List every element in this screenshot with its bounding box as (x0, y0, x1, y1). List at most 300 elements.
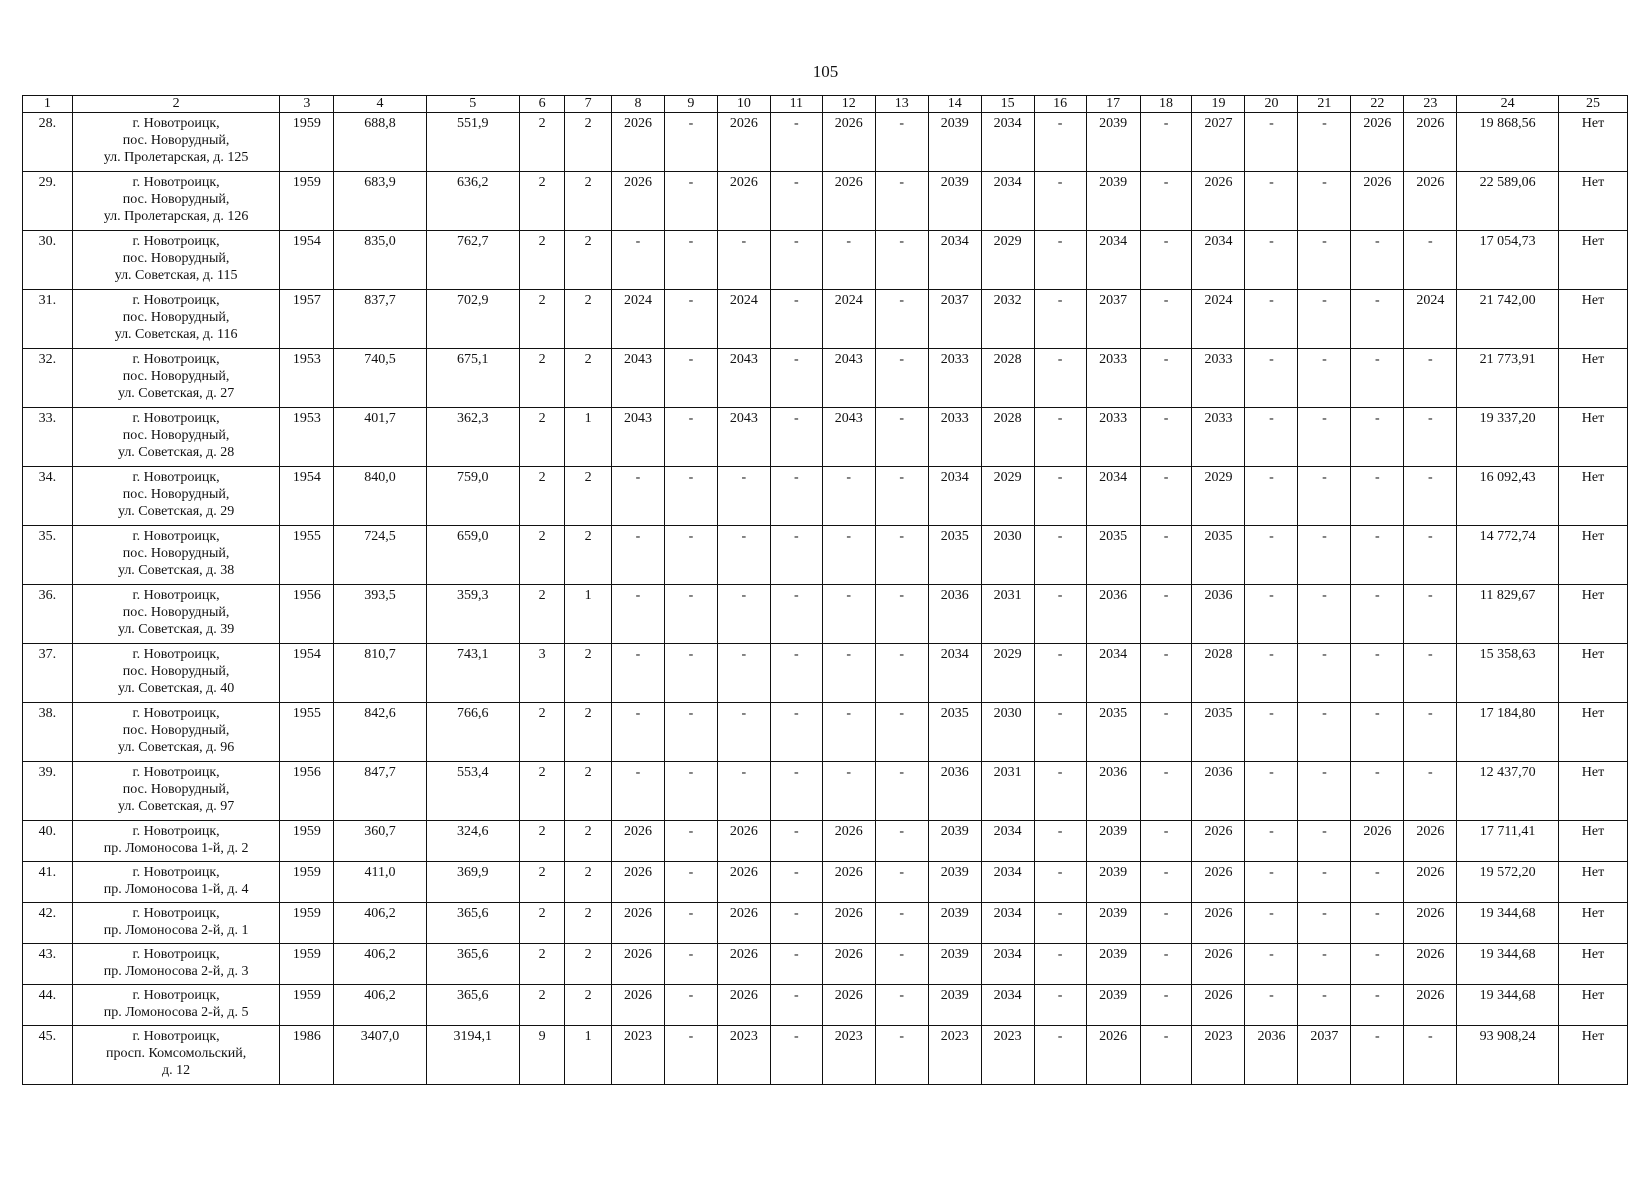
cell-col-19: 2026 (1192, 903, 1245, 944)
cell-col-8: - (611, 231, 664, 290)
cell-col-10: 2026 (717, 985, 770, 1026)
cell-col-8: - (611, 585, 664, 644)
cell-col-22: - (1351, 585, 1404, 644)
cell-col-5: 766,6 (426, 703, 519, 762)
column-header-1: 1 (23, 96, 73, 113)
cell-col-24: 17 711,41 (1457, 821, 1559, 862)
cell-col-24: 19 868,56 (1457, 113, 1559, 172)
cell-col-20: - (1245, 172, 1298, 231)
cell-col-15: 2029 (981, 231, 1034, 290)
cell-col-8: 2043 (611, 408, 664, 467)
table-row (23, 349, 1628, 408)
cell-col-23: 2026 (1404, 172, 1457, 231)
cell-col-6: 2 (519, 821, 565, 862)
table-row (23, 703, 1628, 762)
cell-col-22: - (1351, 862, 1404, 903)
cell-col-6: 2 (519, 290, 565, 349)
cell-col-14: 2023 (928, 1026, 981, 1085)
cell-col-9: - (664, 821, 717, 862)
cell-col-23: - (1404, 231, 1457, 290)
cell-col-9: - (664, 408, 717, 467)
cell-col-14: 2034 (928, 467, 981, 526)
cell-col-13: - (875, 113, 928, 172)
cell-col-18: - (1140, 231, 1192, 290)
cell-col-7: 2 (565, 762, 612, 821)
cell-col-3: 1957 (280, 290, 334, 349)
row-number: 42. (23, 903, 73, 944)
cell-col-14: 2034 (928, 644, 981, 703)
row-number: 43. (23, 944, 73, 985)
address-cell: г. Новотроицк, просп. Комсомольский, д. 12 (72, 1026, 280, 1085)
cell-col-16: - (1034, 172, 1086, 231)
cell-col-10: - (717, 703, 770, 762)
cell-col-17: 2039 (1086, 903, 1140, 944)
cell-col-7: 2 (565, 644, 612, 703)
cell-col-18: - (1140, 526, 1192, 585)
status-cell: Нет (1559, 349, 1628, 408)
cell-col-23: 2026 (1404, 903, 1457, 944)
cell-col-5: 762,7 (426, 231, 519, 290)
column-header-5: 5 (426, 96, 519, 113)
cell-col-18: - (1140, 944, 1192, 985)
cell-col-4: 740,5 (334, 349, 426, 408)
cell-col-16: - (1034, 1026, 1086, 1085)
cell-col-11: - (770, 526, 822, 585)
cell-col-8: - (611, 703, 664, 762)
cell-col-16: - (1034, 762, 1086, 821)
cell-col-5: 675,1 (426, 349, 519, 408)
cell-col-22: 2026 (1351, 113, 1404, 172)
cell-col-8: - (611, 762, 664, 821)
status-cell: Нет (1559, 408, 1628, 467)
cell-col-13: - (875, 903, 928, 944)
cell-col-12: 2026 (822, 113, 875, 172)
status-cell: Нет (1559, 944, 1628, 985)
cell-col-9: - (664, 526, 717, 585)
cell-col-3: 1955 (280, 703, 334, 762)
cell-col-7: 2 (565, 944, 612, 985)
cell-col-13: - (875, 703, 928, 762)
cell-col-15: 2028 (981, 408, 1034, 467)
cell-col-11: - (770, 1026, 822, 1085)
column-header-14: 14 (928, 96, 981, 113)
cell-col-19: 2026 (1192, 172, 1245, 231)
cell-col-9: - (664, 467, 717, 526)
column-header-7: 7 (565, 96, 612, 113)
cell-col-21: - (1298, 231, 1351, 290)
address-cell: г. Новотроицк, пос. Новорудный, ул. Советская, д. 29 (72, 467, 280, 526)
cell-col-5: 636,2 (426, 172, 519, 231)
cell-col-18: - (1140, 408, 1192, 467)
cell-col-11: - (770, 821, 822, 862)
cell-col-13: - (875, 644, 928, 703)
cell-col-5: 365,6 (426, 903, 519, 944)
cell-col-9: - (664, 113, 717, 172)
cell-col-4: 724,5 (334, 526, 426, 585)
cell-col-23: 2026 (1404, 113, 1457, 172)
address-cell: г. Новотроицк, пос. Новорудный, ул. Пролетарская, д. 126 (72, 172, 280, 231)
cell-col-19: 2034 (1192, 231, 1245, 290)
cell-col-15: 2030 (981, 703, 1034, 762)
cell-col-15: 2034 (981, 172, 1034, 231)
cell-col-16: - (1034, 231, 1086, 290)
cell-col-3: 1955 (280, 526, 334, 585)
cell-col-3: 1959 (280, 903, 334, 944)
table-row (23, 1026, 1628, 1085)
cell-col-24: 19 344,68 (1457, 985, 1559, 1026)
cell-col-8: 2026 (611, 172, 664, 231)
cell-col-18: - (1140, 644, 1192, 703)
cell-col-14: 2039 (928, 944, 981, 985)
cell-col-9: - (664, 703, 717, 762)
column-header-18: 18 (1140, 96, 1192, 113)
cell-col-16: - (1034, 703, 1086, 762)
cell-col-6: 2 (519, 862, 565, 903)
cell-col-17: 2036 (1086, 585, 1140, 644)
cell-col-21: - (1298, 944, 1351, 985)
cell-col-21: - (1298, 903, 1351, 944)
cell-col-4: 810,7 (334, 644, 426, 703)
column-header-21: 21 (1298, 96, 1351, 113)
status-cell: Нет (1559, 903, 1628, 944)
cell-col-3: 1954 (280, 644, 334, 703)
cell-col-22: - (1351, 644, 1404, 703)
table-row (23, 408, 1628, 467)
cell-col-6: 2 (519, 467, 565, 526)
cell-col-14: 2039 (928, 985, 981, 1026)
cell-col-5: 659,0 (426, 526, 519, 585)
cell-col-19: 2036 (1192, 762, 1245, 821)
cell-col-24: 14 772,74 (1457, 526, 1559, 585)
cell-col-12: - (822, 762, 875, 821)
row-number: 45. (23, 1026, 73, 1085)
cell-col-10: 2026 (717, 113, 770, 172)
cell-col-11: - (770, 408, 822, 467)
cell-col-12: - (822, 703, 875, 762)
cell-col-3: 1959 (280, 862, 334, 903)
cell-col-15: 2031 (981, 585, 1034, 644)
cell-col-14: 2033 (928, 349, 981, 408)
cell-col-21: - (1298, 762, 1351, 821)
cell-col-15: 2034 (981, 944, 1034, 985)
cell-col-17: 2026 (1086, 1026, 1140, 1085)
cell-col-9: - (664, 349, 717, 408)
column-header-4: 4 (334, 96, 426, 113)
address-cell: г. Новотроицк, пр. Ломоносова 1-й, д. 2 (72, 821, 280, 862)
status-cell: Нет (1559, 113, 1628, 172)
cell-col-13: - (875, 762, 928, 821)
cell-col-18: - (1140, 762, 1192, 821)
cell-col-3: 1953 (280, 408, 334, 467)
cell-col-16: - (1034, 585, 1086, 644)
cell-col-8: - (611, 467, 664, 526)
cell-col-7: 2 (565, 703, 612, 762)
cell-col-6: 2 (519, 172, 565, 231)
cell-col-21: 2037 (1298, 1026, 1351, 1085)
cell-col-3: 1954 (280, 467, 334, 526)
cell-col-24: 19 337,20 (1457, 408, 1559, 467)
cell-col-8: 2026 (611, 903, 664, 944)
cell-col-5: 3194,1 (426, 1026, 519, 1085)
cell-col-19: 2036 (1192, 585, 1245, 644)
cell-col-11: - (770, 290, 822, 349)
cell-col-18: - (1140, 985, 1192, 1026)
cell-col-13: - (875, 585, 928, 644)
cell-col-18: - (1140, 290, 1192, 349)
address-cell: г. Новотроицк, пр. Ломоносова 1-й, д. 4 (72, 862, 280, 903)
cell-col-21: - (1298, 821, 1351, 862)
cell-col-11: - (770, 113, 822, 172)
cell-col-6: 2 (519, 903, 565, 944)
cell-col-22: - (1351, 903, 1404, 944)
cell-col-23: - (1404, 585, 1457, 644)
table-row (23, 467, 1628, 526)
cell-col-17: 2035 (1086, 703, 1140, 762)
cell-col-20: - (1245, 526, 1298, 585)
address-cell: г. Новотроицк, пос. Новорудный, ул. Пролетарская, д. 125 (72, 113, 280, 172)
cell-col-8: - (611, 526, 664, 585)
cell-col-4: 393,5 (334, 585, 426, 644)
status-cell: Нет (1559, 703, 1628, 762)
cell-col-18: - (1140, 113, 1192, 172)
cell-col-7: 2 (565, 172, 612, 231)
status-cell: Нет (1559, 762, 1628, 821)
cell-col-11: - (770, 703, 822, 762)
cell-col-19: 2026 (1192, 944, 1245, 985)
cell-col-13: - (875, 231, 928, 290)
cell-col-17: 2039 (1086, 862, 1140, 903)
cell-col-7: 2 (565, 903, 612, 944)
cell-col-4: 835,0 (334, 231, 426, 290)
cell-col-14: 2036 (928, 585, 981, 644)
status-cell: Нет (1559, 821, 1628, 862)
cell-col-17: 2033 (1086, 408, 1140, 467)
cell-col-9: - (664, 172, 717, 231)
status-cell: Нет (1559, 526, 1628, 585)
row-number: 44. (23, 985, 73, 1026)
cell-col-9: - (664, 585, 717, 644)
cell-col-3: 1959 (280, 113, 334, 172)
cell-col-11: - (770, 585, 822, 644)
cell-col-12: 2024 (822, 290, 875, 349)
cell-col-6: 2 (519, 585, 565, 644)
table-row (23, 944, 1628, 985)
cell-col-21: - (1298, 467, 1351, 526)
address-cell: г. Новотроицк, пр. Ломоносова 2-й, д. 5 (72, 985, 280, 1026)
cell-col-13: - (875, 290, 928, 349)
table-row (23, 113, 1628, 172)
cell-col-4: 411,0 (334, 862, 426, 903)
row-number: 36. (23, 585, 73, 644)
cell-col-21: - (1298, 985, 1351, 1026)
column-header-6: 6 (519, 96, 565, 113)
cell-col-18: - (1140, 585, 1192, 644)
cell-col-12: 2043 (822, 408, 875, 467)
cell-col-15: 2023 (981, 1026, 1034, 1085)
cell-col-19: 2026 (1192, 862, 1245, 903)
address-cell: г. Новотроицк, пр. Ломоносова 2-й, д. 1 (72, 903, 280, 944)
column-header-20: 20 (1245, 96, 1298, 113)
cell-col-14: 2039 (928, 903, 981, 944)
status-cell: Нет (1559, 172, 1628, 231)
cell-col-20: - (1245, 821, 1298, 862)
cell-col-9: - (664, 290, 717, 349)
address-cell: г. Новотроицк, пос. Новорудный, ул. Советская, д. 39 (72, 585, 280, 644)
cell-col-16: - (1034, 113, 1086, 172)
column-header-8: 8 (611, 96, 664, 113)
cell-col-22: - (1351, 762, 1404, 821)
cell-col-20: - (1245, 944, 1298, 985)
cell-col-23: - (1404, 703, 1457, 762)
cell-col-12: - (822, 644, 875, 703)
address-cell: г. Новотроицк, пос. Новорудный, ул. Советская, д. 28 (72, 408, 280, 467)
cell-col-16: - (1034, 644, 1086, 703)
cell-col-10: - (717, 231, 770, 290)
address-cell: г. Новотроицк, пос. Новорудный, ул. Советская, д. 40 (72, 644, 280, 703)
address-cell: г. Новотроицк, пос. Новорудный, ул. Советская, д. 38 (72, 526, 280, 585)
cell-col-7: 2 (565, 526, 612, 585)
cell-col-22: - (1351, 467, 1404, 526)
cell-col-3: 1959 (280, 944, 334, 985)
cell-col-16: - (1034, 821, 1086, 862)
cell-col-16: - (1034, 862, 1086, 903)
cell-col-4: 688,8 (334, 113, 426, 172)
cell-col-10: 2026 (717, 862, 770, 903)
cell-col-17: 2039 (1086, 944, 1140, 985)
cell-col-14: 2039 (928, 862, 981, 903)
cell-col-5: 365,6 (426, 985, 519, 1026)
table-row (23, 821, 1628, 862)
cell-col-6: 2 (519, 944, 565, 985)
cell-col-18: - (1140, 821, 1192, 862)
cell-col-10: 2026 (717, 944, 770, 985)
column-header-11: 11 (770, 96, 822, 113)
cell-col-6: 9 (519, 1026, 565, 1085)
cell-col-20: - (1245, 231, 1298, 290)
column-header-10: 10 (717, 96, 770, 113)
cell-col-15: 2028 (981, 349, 1034, 408)
cell-col-9: - (664, 944, 717, 985)
row-number: 35. (23, 526, 73, 585)
cell-col-12: - (822, 231, 875, 290)
cell-col-10: - (717, 585, 770, 644)
cell-col-20: - (1245, 862, 1298, 903)
cell-col-7: 2 (565, 862, 612, 903)
cell-col-23: 2026 (1404, 862, 1457, 903)
row-number: 37. (23, 644, 73, 703)
cell-col-4: 360,7 (334, 821, 426, 862)
cell-col-12: 2026 (822, 944, 875, 985)
cell-col-20: - (1245, 290, 1298, 349)
cell-col-3: 1953 (280, 349, 334, 408)
cell-col-8: 2023 (611, 1026, 664, 1085)
cell-col-13: - (875, 944, 928, 985)
cell-col-22: - (1351, 290, 1404, 349)
cell-col-9: - (664, 231, 717, 290)
cell-col-19: 2035 (1192, 703, 1245, 762)
cell-col-6: 2 (519, 526, 565, 585)
column-number-header (23, 96, 1628, 113)
table-row (23, 985, 1628, 1026)
cell-col-20: - (1245, 903, 1298, 944)
cell-col-24: 12 437,70 (1457, 762, 1559, 821)
cell-col-8: 2026 (611, 862, 664, 903)
cell-col-15: 2034 (981, 113, 1034, 172)
cell-col-8: - (611, 644, 664, 703)
cell-col-19: 2023 (1192, 1026, 1245, 1085)
cell-col-17: 2037 (1086, 290, 1140, 349)
cell-col-23: 2026 (1404, 985, 1457, 1026)
cell-col-10: - (717, 644, 770, 703)
cell-col-11: - (770, 944, 822, 985)
cell-col-10: - (717, 526, 770, 585)
table-row (23, 862, 1628, 903)
cell-col-5: 324,6 (426, 821, 519, 862)
cell-col-23: 2024 (1404, 290, 1457, 349)
table-row (23, 172, 1628, 231)
cell-col-19: 2029 (1192, 467, 1245, 526)
cell-col-5: 369,9 (426, 862, 519, 903)
cell-col-19: 2024 (1192, 290, 1245, 349)
cell-col-14: 2036 (928, 762, 981, 821)
row-number: 31. (23, 290, 73, 349)
cell-col-15: 2034 (981, 821, 1034, 862)
status-cell: Нет (1559, 985, 1628, 1026)
row-number: 29. (23, 172, 73, 231)
cell-col-9: - (664, 985, 717, 1026)
cell-col-6: 2 (519, 231, 565, 290)
cell-col-5: 702,9 (426, 290, 519, 349)
cell-col-12: - (822, 467, 875, 526)
column-header-9: 9 (664, 96, 717, 113)
cell-col-20: - (1245, 113, 1298, 172)
cell-col-17: 2039 (1086, 172, 1140, 231)
cell-col-7: 2 (565, 290, 612, 349)
cell-col-12: 2026 (822, 172, 875, 231)
cell-col-5: 365,6 (426, 944, 519, 985)
cell-col-17: 2034 (1086, 644, 1140, 703)
row-number: 38. (23, 703, 73, 762)
column-header-19: 19 (1192, 96, 1245, 113)
column-header-23: 23 (1404, 96, 1457, 113)
cell-col-5: 743,1 (426, 644, 519, 703)
cell-col-5: 759,0 (426, 467, 519, 526)
cell-col-6: 2 (519, 762, 565, 821)
cell-col-9: - (664, 762, 717, 821)
cell-col-7: 2 (565, 231, 612, 290)
cell-col-11: - (770, 172, 822, 231)
cell-col-8: 2026 (611, 113, 664, 172)
cell-col-4: 842,6 (334, 703, 426, 762)
cell-col-22: - (1351, 408, 1404, 467)
cell-col-14: 2035 (928, 703, 981, 762)
cell-col-17: 2034 (1086, 467, 1140, 526)
cell-col-9: - (664, 903, 717, 944)
cell-col-10: 2043 (717, 408, 770, 467)
cell-col-8: 2024 (611, 290, 664, 349)
cell-col-11: - (770, 762, 822, 821)
cell-col-22: - (1351, 985, 1404, 1026)
cell-col-15: 2032 (981, 290, 1034, 349)
cell-col-15: 2031 (981, 762, 1034, 821)
row-number: 40. (23, 821, 73, 862)
cell-col-7: 2 (565, 113, 612, 172)
cell-col-21: - (1298, 644, 1351, 703)
cell-col-11: - (770, 644, 822, 703)
cell-col-24: 17 054,73 (1457, 231, 1559, 290)
cell-col-3: 1956 (280, 585, 334, 644)
cell-col-13: - (875, 1026, 928, 1085)
